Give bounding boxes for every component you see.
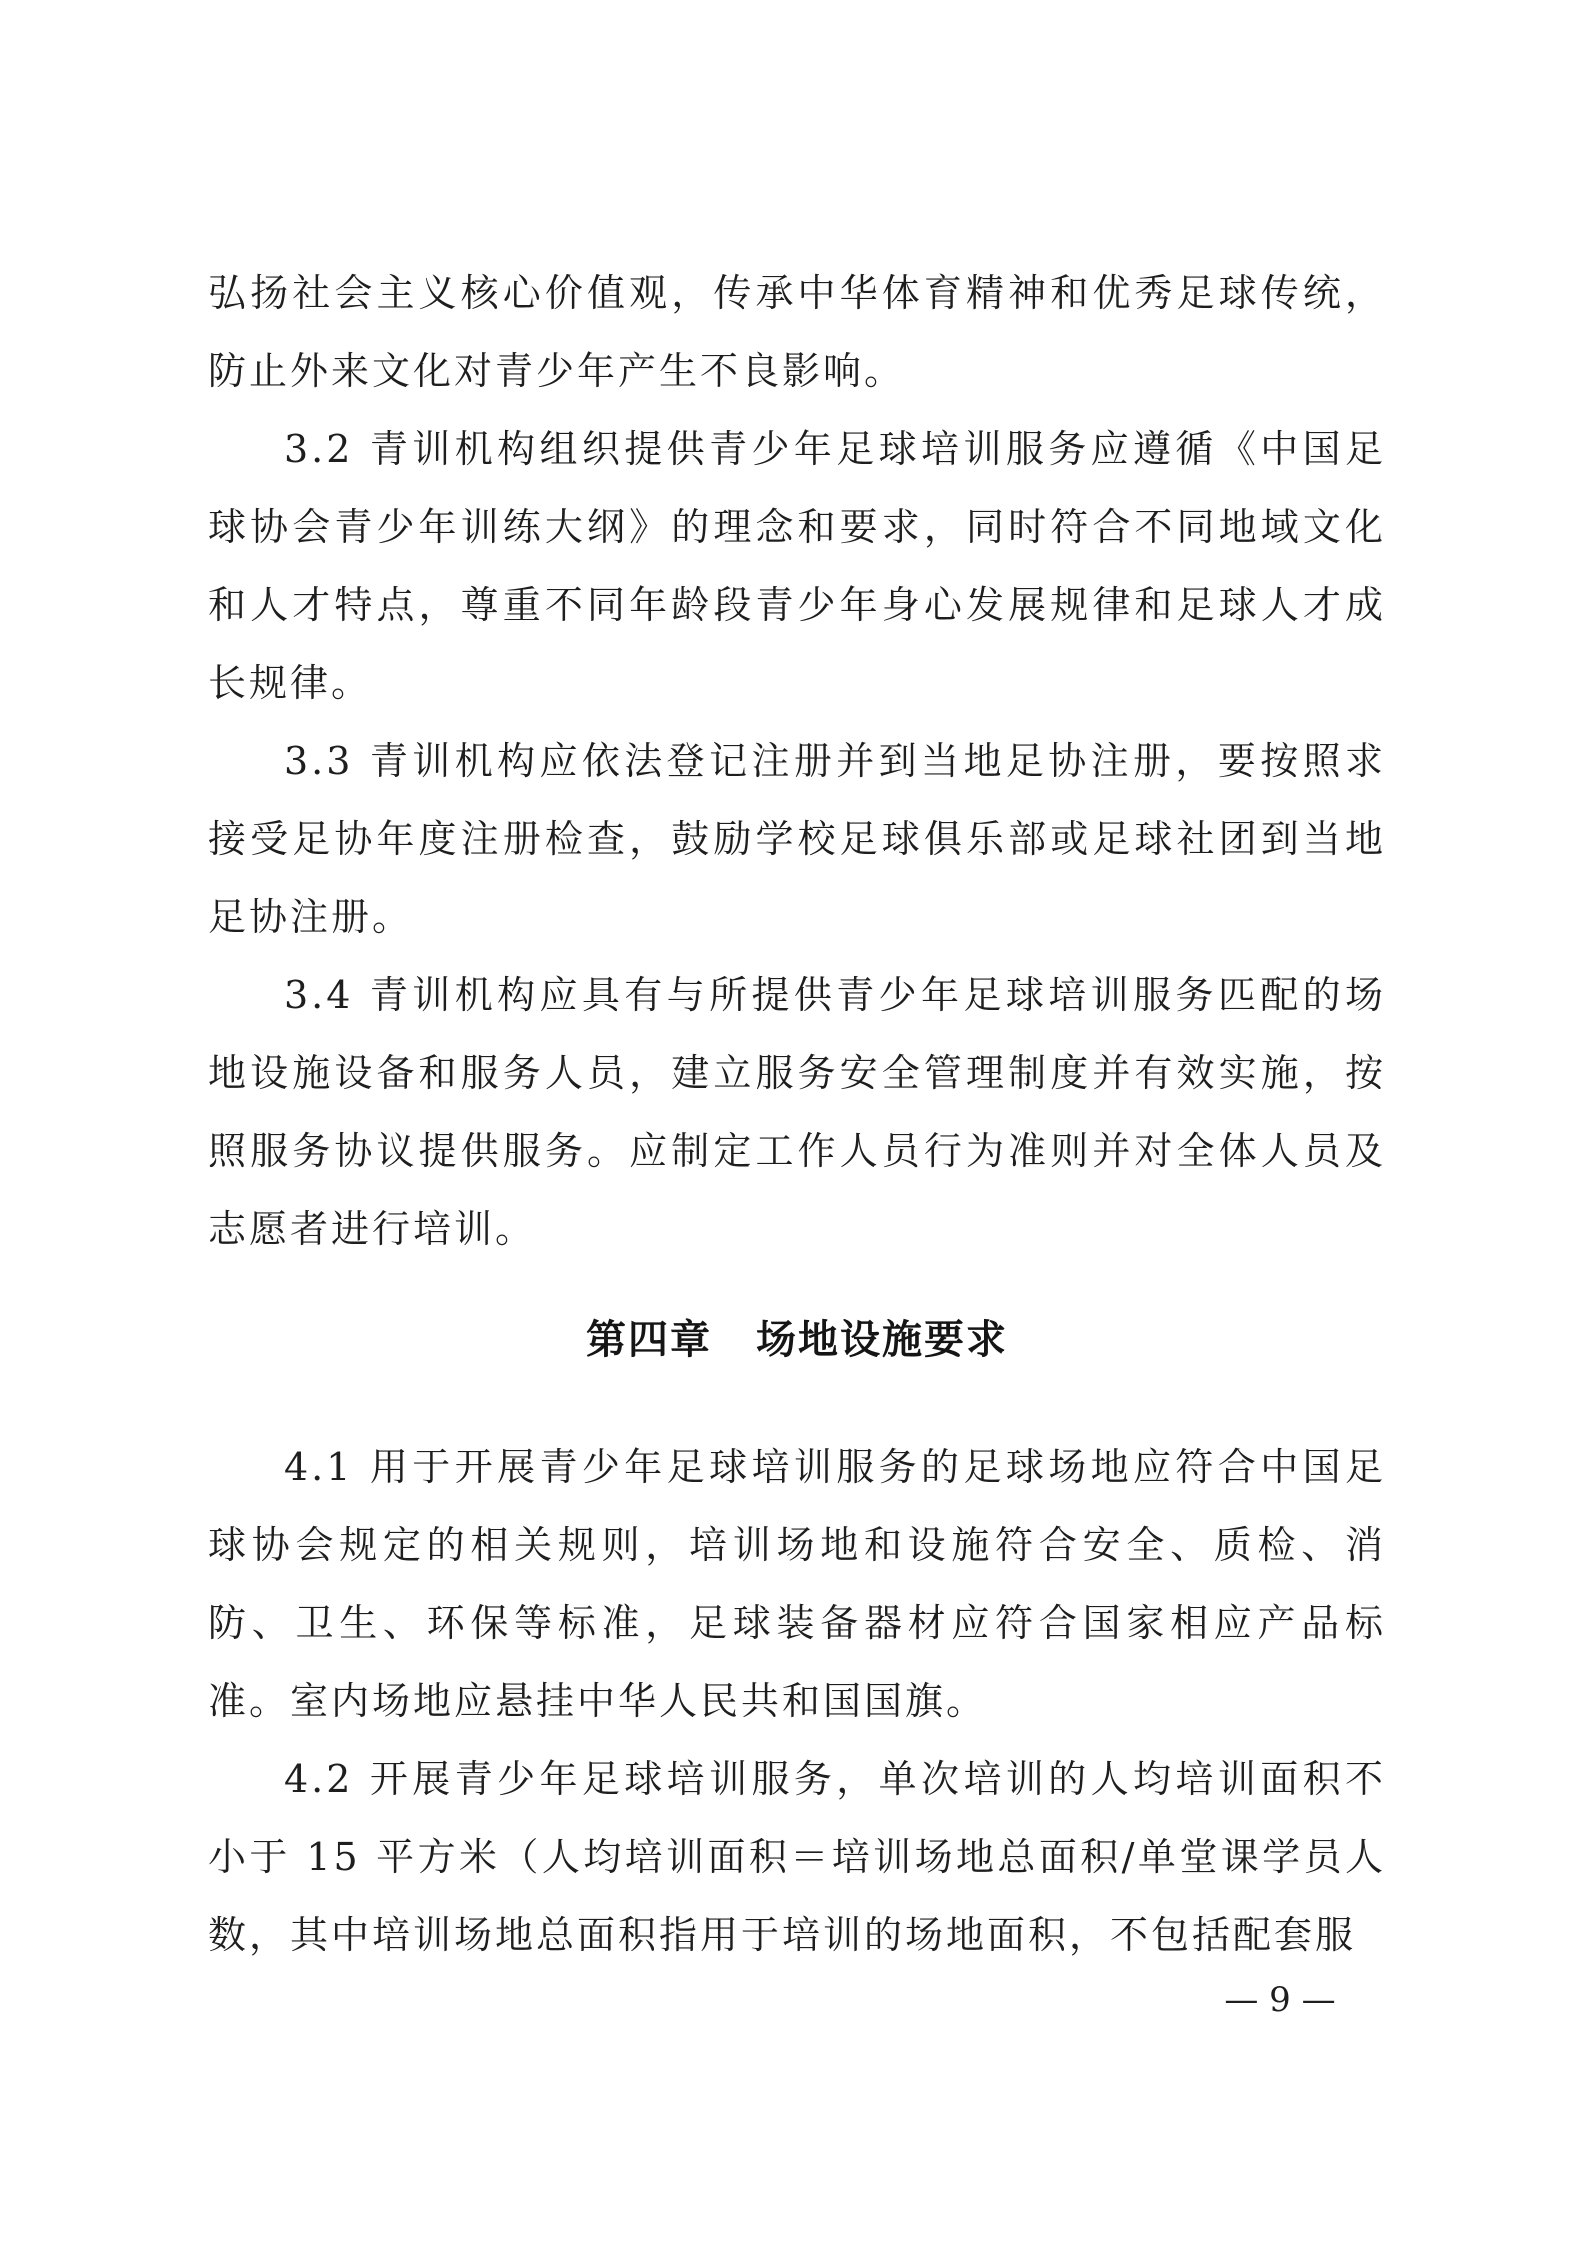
paragraph-4-1: 4.1 用于开展青少年足球培训服务的足球场地应符合中国足球协会规定的相关规则，培训场地和设施符合安全、质检、消防、卫生、环保等标准，足球装备器材应符合国家相应产品标准。室内场地应悬挂中华人民共和国国旗。 <box>208 1445 1386 1723</box>
chapter-number: 第四章 <box>586 1317 712 1363</box>
section-three-text <box>208 254 1386 1268</box>
paragraph-3-3: 3.3 青训机构应依法登记注册并到当地足协注册，要按照求接受足协年度注册检查，鼓励学校足球俱乐部或足球社团到当地足协注册。 <box>208 739 1386 939</box>
page-number: — 9 — <box>1224 1980 1336 2020</box>
paragraph-3-2: 3.2 青训机构组织提供青少年足球培训服务应遵循《中国足球协会青少年训练大纲》的理念和要求，同时符合不同地域文化和人才特点，尊重不同年龄段青少年身心发展规律和足球人才成长规律。 <box>208 427 1386 705</box>
paragraph-continuation: 弘扬社会主义核心价值观，传承中华体育精神和优秀足球传统，防止外来文化对青少年产生不良影响。 <box>208 271 1386 393</box>
chapter-heading <box>208 1300 1386 1380</box>
paragraph-4-2: 4.2 开展青少年足球培训服务，单次培训的人均培训面积不小于 15 平方米（人均培训面积＝培训场地总面积/单堂课学员人数，其中培训场地总面积指用于培训的场地面积，不包括配套服 <box>208 1757 1386 1957</box>
section-four-text <box>208 1428 1386 1974</box>
page-number-value: 9 <box>1269 1980 1291 2020</box>
paragraph-3-4: 3.4 青训机构应具有与所提供青少年足球培训服务匹配的场地设施设备和服务人员，建立服务安全管理制度并有效实施，按照服务协议提供服务。应制定工作人员行为准则并对全体人员及志愿者进行培训。 <box>208 973 1386 1251</box>
chapter-title: 场地设施要求 <box>756 1317 1008 1363</box>
